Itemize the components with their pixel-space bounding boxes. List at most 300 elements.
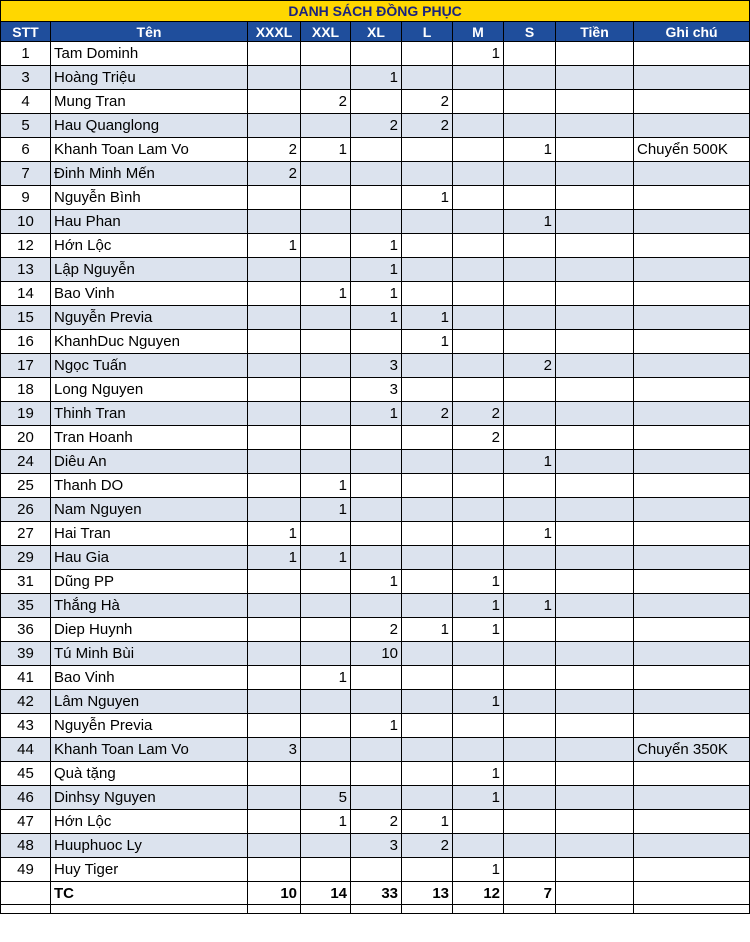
name-cell[interactable]: Thắng Hà [51, 594, 248, 618]
name-cell[interactable]: Mung Tran [51, 90, 248, 114]
s-cell[interactable] [504, 258, 556, 282]
tien-cell[interactable] [556, 498, 634, 522]
xxl-cell[interactable] [301, 162, 351, 186]
xxxl-cell[interactable]: 1 [248, 546, 301, 570]
header-note[interactable]: Ghi chú [634, 22, 750, 42]
m-cell[interactable] [453, 378, 504, 402]
name-cell[interactable]: Hau Phan [51, 210, 248, 234]
xl-cell[interactable]: 3 [351, 834, 402, 858]
l-cell[interactable] [402, 282, 453, 306]
tien-cell[interactable] [556, 138, 634, 162]
xxxl-cell[interactable]: 2 [248, 162, 301, 186]
name-cell[interactable]: Đinh Minh Mến [51, 162, 248, 186]
xxl-cell[interactable] [301, 378, 351, 402]
filler-cell[interactable] [248, 905, 301, 914]
stt-cell[interactable]: 24 [1, 450, 51, 474]
xxxl-cell[interactable] [248, 210, 301, 234]
xxl-cell[interactable] [301, 66, 351, 90]
tien-cell[interactable] [556, 618, 634, 642]
xxxl-cell[interactable] [248, 474, 301, 498]
xxxl-cell[interactable] [248, 330, 301, 354]
stt-cell[interactable]: 13 [1, 258, 51, 282]
filler-cell[interactable] [453, 905, 504, 914]
xxxl-cell[interactable] [248, 42, 301, 66]
stt-cell[interactable]: 4 [1, 90, 51, 114]
xxxl-cell[interactable] [248, 426, 301, 450]
xxl-cell[interactable] [301, 354, 351, 378]
stt-cell[interactable]: 45 [1, 762, 51, 786]
xl-cell[interactable] [351, 42, 402, 66]
xxl-cell[interactable] [301, 426, 351, 450]
stt-cell[interactable]: 25 [1, 474, 51, 498]
tien-cell[interactable] [556, 378, 634, 402]
stt-cell[interactable]: 1 [1, 42, 51, 66]
m-cell[interactable] [453, 810, 504, 834]
stt-cell[interactable]: 31 [1, 570, 51, 594]
stt-cell[interactable]: 48 [1, 834, 51, 858]
xl-cell[interactable]: 3 [351, 354, 402, 378]
xxxl-cell[interactable] [248, 186, 301, 210]
stt-cell[interactable]: 29 [1, 546, 51, 570]
m-cell[interactable] [453, 306, 504, 330]
xxl-cell[interactable] [301, 570, 351, 594]
tien-cell[interactable] [556, 642, 634, 666]
name-cell[interactable]: Quà tặng [51, 762, 248, 786]
note-cell[interactable] [634, 546, 750, 570]
xxl-cell[interactable] [301, 762, 351, 786]
xl-cell[interactable] [351, 786, 402, 810]
name-cell[interactable]: Huuphuoc Ly [51, 834, 248, 858]
filler-cell[interactable] [301, 905, 351, 914]
l-cell[interactable] [402, 258, 453, 282]
xxl-cell[interactable]: 2 [301, 90, 351, 114]
s-cell[interactable] [504, 690, 556, 714]
m-cell[interactable] [453, 114, 504, 138]
xxxl-cell[interactable] [248, 354, 301, 378]
name-cell[interactable]: Khanh Toan Lam Vo [51, 138, 248, 162]
l-cell[interactable] [402, 498, 453, 522]
xxxl-cell[interactable] [248, 90, 301, 114]
header-xxl[interactable]: XXL [301, 22, 351, 42]
xxl-cell[interactable] [301, 714, 351, 738]
tien-cell[interactable] [556, 522, 634, 546]
m-cell[interactable] [453, 738, 504, 762]
xxl-cell[interactable] [301, 834, 351, 858]
xxl-cell[interactable] [301, 306, 351, 330]
total-s[interactable]: 7 [504, 882, 556, 905]
header-tien[interactable]: Tiền [556, 22, 634, 42]
xxl-cell[interactable]: 1 [301, 810, 351, 834]
tien-cell[interactable] [556, 42, 634, 66]
stt-cell[interactable]: 6 [1, 138, 51, 162]
s-cell[interactable] [504, 66, 556, 90]
m-cell[interactable]: 1 [453, 858, 504, 882]
note-cell[interactable] [634, 450, 750, 474]
xl-cell[interactable]: 2 [351, 810, 402, 834]
stt-cell[interactable]: 20 [1, 426, 51, 450]
s-cell[interactable] [504, 834, 556, 858]
l-cell[interactable]: 2 [402, 834, 453, 858]
name-cell[interactable]: Khanh Toan Lam Vo [51, 738, 248, 762]
s-cell[interactable] [504, 642, 556, 666]
note-cell[interactable] [634, 354, 750, 378]
tien-cell[interactable] [556, 450, 634, 474]
total-l[interactable]: 13 [402, 882, 453, 905]
stt-cell[interactable]: 7 [1, 162, 51, 186]
s-cell[interactable] [504, 474, 556, 498]
filler-cell[interactable] [51, 905, 248, 914]
l-cell[interactable]: 2 [402, 402, 453, 426]
note-cell[interactable] [634, 378, 750, 402]
xl-cell[interactable]: 1 [351, 714, 402, 738]
xxxl-cell[interactable] [248, 786, 301, 810]
l-cell[interactable]: 1 [402, 186, 453, 210]
note-cell[interactable] [634, 714, 750, 738]
xl-cell[interactable] [351, 858, 402, 882]
xxxl-cell[interactable] [248, 282, 301, 306]
name-cell[interactable]: Tam Dominh [51, 42, 248, 66]
xxxl-cell[interactable] [248, 570, 301, 594]
xl-cell[interactable]: 1 [351, 258, 402, 282]
s-cell[interactable] [504, 546, 556, 570]
m-cell[interactable] [453, 450, 504, 474]
xxxl-cell[interactable] [248, 690, 301, 714]
tien-cell[interactable] [556, 282, 634, 306]
stt-cell[interactable]: 16 [1, 330, 51, 354]
xl-cell[interactable] [351, 666, 402, 690]
xl-cell[interactable] [351, 474, 402, 498]
note-cell[interactable] [634, 426, 750, 450]
name-cell[interactable]: Bao Vinh [51, 282, 248, 306]
s-cell[interactable] [504, 570, 556, 594]
tien-cell[interactable] [556, 66, 634, 90]
l-cell[interactable] [402, 66, 453, 90]
xl-cell[interactable]: 1 [351, 402, 402, 426]
l-cell[interactable] [402, 738, 453, 762]
stt-cell[interactable]: 26 [1, 498, 51, 522]
s-cell[interactable] [504, 114, 556, 138]
note-cell[interactable] [634, 90, 750, 114]
note-cell[interactable] [634, 282, 750, 306]
xl-cell[interactable]: 1 [351, 306, 402, 330]
m-cell[interactable]: 2 [453, 402, 504, 426]
m-cell[interactable] [453, 90, 504, 114]
l-cell[interactable] [402, 786, 453, 810]
s-cell[interactable] [504, 618, 556, 642]
xl-cell[interactable]: 10 [351, 642, 402, 666]
filler-cell[interactable] [1, 905, 51, 914]
m-cell[interactable]: 2 [453, 426, 504, 450]
m-cell[interactable]: 1 [453, 570, 504, 594]
xl-cell[interactable] [351, 762, 402, 786]
l-cell[interactable]: 2 [402, 114, 453, 138]
stt-cell[interactable]: 42 [1, 690, 51, 714]
total-m[interactable]: 12 [453, 882, 504, 905]
tien-cell[interactable] [556, 666, 634, 690]
xxl-cell[interactable] [301, 114, 351, 138]
tien-cell[interactable] [556, 714, 634, 738]
note-cell[interactable] [634, 594, 750, 618]
tien-cell[interactable] [556, 594, 634, 618]
xl-cell[interactable]: 3 [351, 378, 402, 402]
l-cell[interactable]: 2 [402, 90, 453, 114]
s-cell[interactable] [504, 330, 556, 354]
name-cell[interactable]: Hớn Lộc [51, 234, 248, 258]
note-cell[interactable] [634, 522, 750, 546]
m-cell[interactable]: 1 [453, 42, 504, 66]
xxl-cell[interactable]: 1 [301, 138, 351, 162]
header-m[interactable]: M [453, 22, 504, 42]
m-cell[interactable] [453, 498, 504, 522]
xxl-cell[interactable] [301, 186, 351, 210]
xxxl-cell[interactable] [248, 498, 301, 522]
xl-cell[interactable] [351, 450, 402, 474]
l-cell[interactable]: 1 [402, 330, 453, 354]
sheet-title[interactable]: DANH SÁCH ĐỒNG PHỤC [1, 1, 750, 22]
header-l[interactable]: L [402, 22, 453, 42]
name-cell[interactable]: Hớn Lộc [51, 810, 248, 834]
xl-cell[interactable]: 1 [351, 66, 402, 90]
xl-cell[interactable]: 1 [351, 282, 402, 306]
s-cell[interactable] [504, 306, 556, 330]
m-cell[interactable] [453, 714, 504, 738]
stt-cell[interactable]: 41 [1, 666, 51, 690]
header-xl[interactable]: XL [351, 22, 402, 42]
s-cell[interactable]: 1 [504, 450, 556, 474]
xxl-cell[interactable] [301, 642, 351, 666]
note-cell[interactable] [634, 330, 750, 354]
filler-cell[interactable] [504, 905, 556, 914]
tien-cell[interactable] [556, 546, 634, 570]
name-cell[interactable]: Nam Nguyen [51, 498, 248, 522]
tien-cell[interactable] [556, 330, 634, 354]
xxl-cell[interactable]: 1 [301, 546, 351, 570]
name-cell[interactable]: Hoàng Triệu [51, 66, 248, 90]
tien-cell[interactable] [556, 810, 634, 834]
xl-cell[interactable] [351, 498, 402, 522]
tien-cell[interactable] [556, 858, 634, 882]
note-cell[interactable] [634, 210, 750, 234]
total-tien[interactable] [556, 882, 634, 905]
name-cell[interactable]: Long Nguyen [51, 378, 248, 402]
name-cell[interactable]: Nguyễn Bình [51, 186, 248, 210]
s-cell[interactable] [504, 858, 556, 882]
l-cell[interactable] [402, 522, 453, 546]
s-cell[interactable] [504, 666, 556, 690]
note-cell[interactable] [634, 762, 750, 786]
tien-cell[interactable] [556, 762, 634, 786]
s-cell[interactable] [504, 810, 556, 834]
xl-cell[interactable] [351, 594, 402, 618]
m-cell[interactable]: 1 [453, 762, 504, 786]
xxl-cell[interactable] [301, 402, 351, 426]
note-cell[interactable] [634, 306, 750, 330]
name-cell[interactable]: Hau Quanglong [51, 114, 248, 138]
name-cell[interactable]: Diêu An [51, 450, 248, 474]
s-cell[interactable]: 1 [504, 594, 556, 618]
s-cell[interactable] [504, 498, 556, 522]
tien-cell[interactable] [556, 474, 634, 498]
xxl-cell[interactable]: 1 [301, 498, 351, 522]
s-cell[interactable]: 1 [504, 522, 556, 546]
filler-cell[interactable] [402, 905, 453, 914]
name-cell[interactable]: Hai Tran [51, 522, 248, 546]
xl-cell[interactable] [351, 186, 402, 210]
tien-cell[interactable] [556, 570, 634, 594]
total-label[interactable]: TC [51, 882, 248, 905]
xxl-cell[interactable] [301, 210, 351, 234]
note-cell[interactable] [634, 810, 750, 834]
s-cell[interactable] [504, 426, 556, 450]
total-note[interactable] [634, 882, 750, 905]
xl-cell[interactable]: 1 [351, 570, 402, 594]
note-cell[interactable]: Chuyển 350K [634, 738, 750, 762]
xxxl-cell[interactable] [248, 306, 301, 330]
tien-cell[interactable] [556, 738, 634, 762]
xxxl-cell[interactable] [248, 258, 301, 282]
header-name[interactable]: Tên [51, 22, 248, 42]
note-cell[interactable] [634, 786, 750, 810]
xxl-cell[interactable] [301, 330, 351, 354]
s-cell[interactable] [504, 714, 556, 738]
note-cell[interactable] [634, 834, 750, 858]
xxxl-cell[interactable] [248, 642, 301, 666]
name-cell[interactable]: Tran Hoanh [51, 426, 248, 450]
header-stt[interactable]: STT [1, 22, 51, 42]
l-cell[interactable] [402, 690, 453, 714]
name-cell[interactable]: Tú Minh Bùi [51, 642, 248, 666]
s-cell[interactable] [504, 234, 556, 258]
name-cell[interactable]: Lâm Nguyen [51, 690, 248, 714]
l-cell[interactable] [402, 714, 453, 738]
note-cell[interactable] [634, 474, 750, 498]
xxl-cell[interactable] [301, 594, 351, 618]
l-cell[interactable] [402, 762, 453, 786]
m-cell[interactable] [453, 258, 504, 282]
name-cell[interactable]: Huy Tiger [51, 858, 248, 882]
xxl-cell[interactable] [301, 234, 351, 258]
stt-cell[interactable]: 44 [1, 738, 51, 762]
l-cell[interactable] [402, 642, 453, 666]
m-cell[interactable] [453, 66, 504, 90]
xl-cell[interactable] [351, 210, 402, 234]
xxxl-cell[interactable] [248, 450, 301, 474]
s-cell[interactable]: 1 [504, 138, 556, 162]
stt-cell[interactable]: 14 [1, 282, 51, 306]
m-cell[interactable] [453, 666, 504, 690]
stt-cell[interactable]: 17 [1, 354, 51, 378]
tien-cell[interactable] [556, 354, 634, 378]
name-cell[interactable]: Bao Vinh [51, 666, 248, 690]
s-cell[interactable] [504, 786, 556, 810]
xxxl-cell[interactable] [248, 762, 301, 786]
stt-cell[interactable]: 27 [1, 522, 51, 546]
xl-cell[interactable]: 2 [351, 114, 402, 138]
tien-cell[interactable] [556, 258, 634, 282]
m-cell[interactable] [453, 162, 504, 186]
xxl-cell[interactable]: 1 [301, 282, 351, 306]
xxxl-cell[interactable] [248, 618, 301, 642]
note-cell[interactable] [634, 162, 750, 186]
xxxl-cell[interactable] [248, 834, 301, 858]
stt-cell[interactable]: 3 [1, 66, 51, 90]
note-cell[interactable] [634, 666, 750, 690]
l-cell[interactable] [402, 474, 453, 498]
l-cell[interactable] [402, 570, 453, 594]
l-cell[interactable] [402, 378, 453, 402]
note-cell[interactable]: Chuyển 500K [634, 138, 750, 162]
name-cell[interactable]: Lập Nguyễn [51, 258, 248, 282]
total-stt-cell[interactable] [1, 882, 51, 905]
name-cell[interactable]: Nguyễn Previa [51, 714, 248, 738]
xl-cell[interactable]: 2 [351, 618, 402, 642]
xxxl-cell[interactable] [248, 378, 301, 402]
m-cell[interactable] [453, 186, 504, 210]
xxxl-cell[interactable] [248, 66, 301, 90]
name-cell[interactable]: Hau Gia [51, 546, 248, 570]
xxxl-cell[interactable]: 2 [248, 138, 301, 162]
xxl-cell[interactable]: 1 [301, 474, 351, 498]
l-cell[interactable] [402, 666, 453, 690]
xxxl-cell[interactable] [248, 114, 301, 138]
tien-cell[interactable] [556, 786, 634, 810]
m-cell[interactable]: 1 [453, 594, 504, 618]
l-cell[interactable] [402, 354, 453, 378]
xxl-cell[interactable] [301, 618, 351, 642]
s-cell[interactable] [504, 738, 556, 762]
stt-cell[interactable]: 39 [1, 642, 51, 666]
xl-cell[interactable] [351, 522, 402, 546]
m-cell[interactable] [453, 522, 504, 546]
tien-cell[interactable] [556, 210, 634, 234]
stt-cell[interactable]: 35 [1, 594, 51, 618]
xxxl-cell[interactable] [248, 714, 301, 738]
xxxl-cell[interactable] [248, 666, 301, 690]
m-cell[interactable] [453, 546, 504, 570]
s-cell[interactable] [504, 186, 556, 210]
xxxl-cell[interactable] [248, 594, 301, 618]
xxxl-cell[interactable]: 1 [248, 522, 301, 546]
stt-cell[interactable]: 9 [1, 186, 51, 210]
tien-cell[interactable] [556, 834, 634, 858]
tien-cell[interactable] [556, 114, 634, 138]
note-cell[interactable] [634, 570, 750, 594]
l-cell[interactable] [402, 234, 453, 258]
m-cell[interactable]: 1 [453, 618, 504, 642]
stt-cell[interactable]: 10 [1, 210, 51, 234]
s-cell[interactable] [504, 762, 556, 786]
note-cell[interactable] [634, 42, 750, 66]
header-s[interactable]: S [504, 22, 556, 42]
xxl-cell[interactable] [301, 690, 351, 714]
stt-cell[interactable]: 15 [1, 306, 51, 330]
m-cell[interactable] [453, 354, 504, 378]
note-cell[interactable] [634, 186, 750, 210]
header-xxxl[interactable]: XXXL [248, 22, 301, 42]
xl-cell[interactable] [351, 690, 402, 714]
note-cell[interactable] [634, 66, 750, 90]
m-cell[interactable] [453, 330, 504, 354]
stt-cell[interactable]: 43 [1, 714, 51, 738]
l-cell[interactable] [402, 546, 453, 570]
name-cell[interactable]: Thinh Tran [51, 402, 248, 426]
tien-cell[interactable] [556, 162, 634, 186]
stt-cell[interactable]: 46 [1, 786, 51, 810]
xxl-cell[interactable] [301, 738, 351, 762]
xxl-cell[interactable] [301, 522, 351, 546]
m-cell[interactable] [453, 834, 504, 858]
xxxl-cell[interactable] [248, 402, 301, 426]
